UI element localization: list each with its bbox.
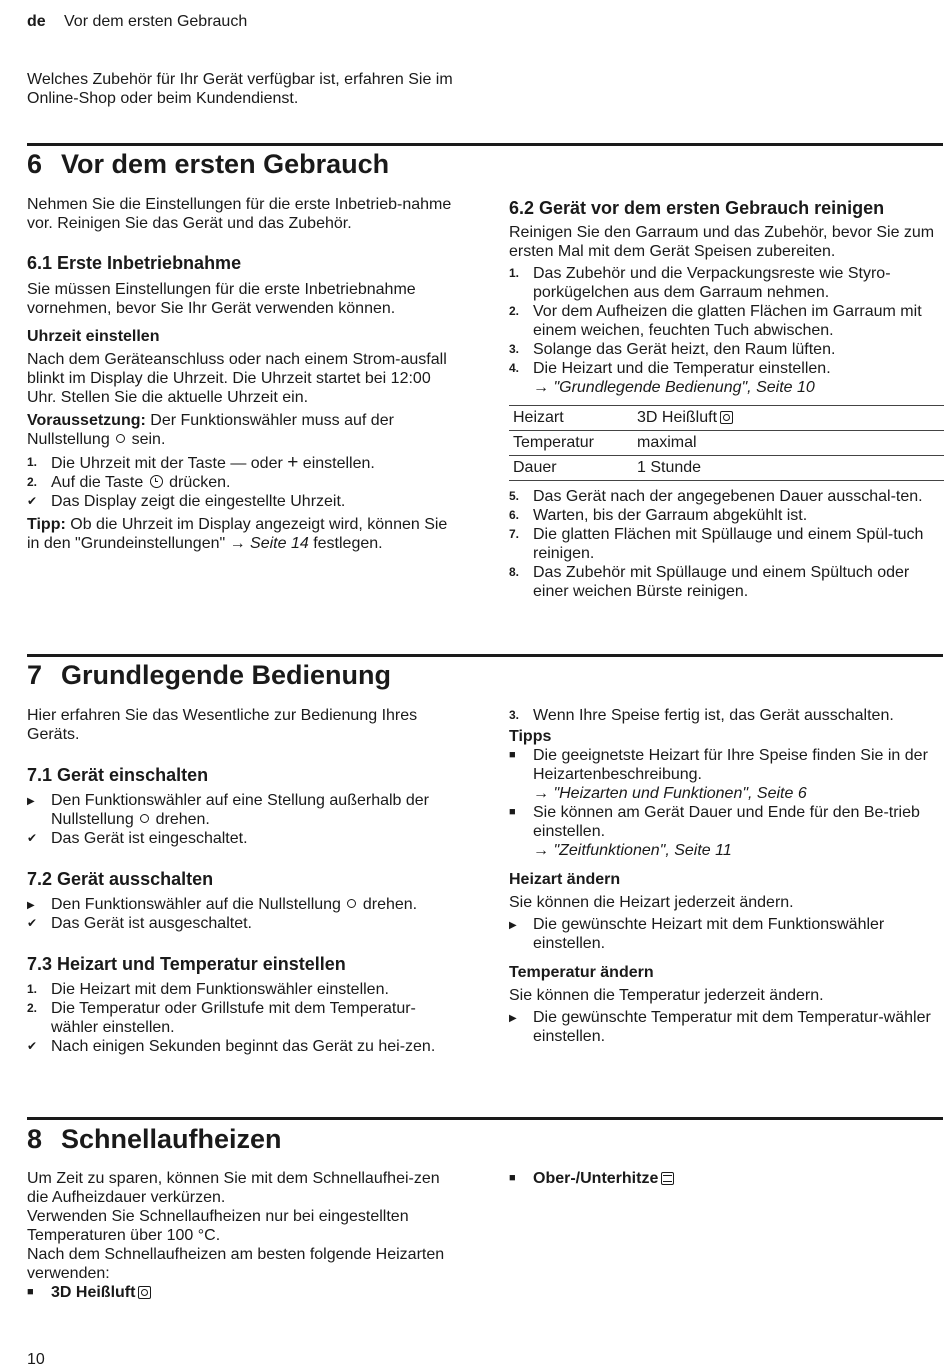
heizarten-list-continued xyxy=(509,1169,945,1188)
list-item: 2. Auf die Taste drücken. xyxy=(27,474,231,491)
intro-text: Welches Zubehör für Ihr Gerät verfügbar ist, erfahren Sie im Online-Shop oder beim Kundendienst. xyxy=(27,71,453,107)
subsection-6-1-text: Sie müssen Einstellungen für die erste Inbetriebnahme vornehmen, bevor Sie Ihr Gerät verwenden können. xyxy=(27,281,416,317)
section-rule-6 xyxy=(27,143,943,146)
zero-position-icon xyxy=(347,899,356,908)
uhrzeit-heading: Uhrzeit einstellen xyxy=(27,328,160,345)
list-item: 7. Die glatten Flächen mit Spüllauge und einem Spül-tuch reinigen. xyxy=(509,526,924,562)
section-number: 7 xyxy=(27,660,43,690)
section-6-left-column xyxy=(27,195,459,553)
subsection-6-2-title: 6.2 Gerät vor dem ersten Gebrauch reinigen xyxy=(509,198,885,218)
list-item: 1. Die Heizart mit dem Funktionswähler einstellen. xyxy=(27,981,389,998)
list-item: 2. Vor dem Aufheizen die glatten Flächen im Garraum mit einem weichen, feuchten Tuch abwischen. xyxy=(509,303,922,339)
heizart-temperatur-steps xyxy=(27,980,459,1056)
heizart-aendern-heading: Heizart ändern xyxy=(509,871,621,888)
temperatur-aendern-heading: Temperatur ändern xyxy=(509,964,654,981)
list-item: 1. Das Zubehör und die Verpackungsreste wie Styro-porkügelchen aus dem Garraum nehmen. xyxy=(509,265,891,301)
table-row: Heizart 3D Heißluft xyxy=(509,406,944,431)
minus-icon: — xyxy=(230,455,247,472)
uhrzeit-steps xyxy=(27,453,459,511)
check-icon: ✔ xyxy=(27,916,38,930)
subsection-7-1-title: 7.1 Gerät einschalten xyxy=(27,765,209,785)
section-heading: Grundlegende Bedienung xyxy=(61,660,392,690)
list-item: 3. Solange das Gerät heizt, den Raum lüften. xyxy=(509,341,836,358)
subsection-6-2-text: Reinigen Sie den Garraum und das Zubehör, bevor Sie zum ersten Mal mit dem Gerät Speisen zubereiten. xyxy=(509,224,935,260)
action-marker-icon: ▶ xyxy=(27,900,35,911)
cross-reference[interactable]: → "Zeitfunktionen", Seite 11 xyxy=(533,842,732,859)
list-item: ▶ Den Funktionswähler auf eine Stellung außerhalb der Nullstellung drehen. xyxy=(27,792,430,828)
step-3-list xyxy=(509,706,945,725)
zero-position-icon xyxy=(116,434,125,443)
section-8-right-column xyxy=(509,1169,945,1188)
list-item: 6. Warten, bis der Garraum abgekühlt ist. xyxy=(509,507,808,524)
section-number: 6 xyxy=(27,149,43,179)
section-8-title xyxy=(27,1123,282,1155)
subsection-7-3-title: 7.3 Heizart und Temperatur einstellen xyxy=(27,954,346,974)
list-item: 2. Die Temperatur oder Grillstufe mit dem Temperatur-wähler einstellen. xyxy=(27,1000,416,1036)
list-item: ▶ Den Funktionswähler auf die Nullstellung drehen. xyxy=(27,896,418,913)
section-6-title xyxy=(27,148,389,180)
ausschalten-list xyxy=(27,895,459,933)
list-item: ■ Sie können am Gerät Dauer und Ende für den Be-trieb einstellen. → "Zeitfunktionen", Seite 11 xyxy=(509,804,920,859)
section-7-lead: Hier erfahren Sie das Wesentliche zur Bedienung Ihres Geräts. xyxy=(27,707,418,743)
list-item: ✔ Nach einigen Sekunden beginnt das Gerät zu hei-zen. xyxy=(27,1038,436,1055)
list-item: ▶ Die gewünschte Temperatur mit dem Temperatur-wähler einstellen. xyxy=(509,1009,931,1045)
action-marker-icon: ▶ xyxy=(509,920,517,931)
uhrzeit-text: Nach dem Geräteanschluss oder nach einem Strom-ausfall blinkt im Display die Uhrzeit. Die Uhrzeit startet bei 12:00 Uhr. Stellen Sie die aktuelle Uhrzeit ein. xyxy=(27,351,447,406)
list-item: ✔ Das Gerät ist eingeschaltet. xyxy=(27,830,248,847)
section-heading: Vor dem ersten Gebrauch xyxy=(61,149,390,179)
plus-icon: + xyxy=(287,452,299,473)
section-rule-8 xyxy=(27,1117,943,1120)
section-7-title xyxy=(27,659,391,691)
temperatur-aendern-text: Sie können die Temperatur jederzeit ändern. xyxy=(509,987,824,1004)
language-code: de xyxy=(27,13,46,30)
tipps-heading: Tipps xyxy=(509,728,552,745)
list-item: ■ Ober-/Unterhitze xyxy=(509,1169,945,1188)
check-icon: ✔ xyxy=(27,1039,38,1053)
check-icon: ✔ xyxy=(27,831,38,845)
voraussetzung: Voraussetzung: Der Funktionswähler muss auf der Nullstellung sein. xyxy=(27,412,394,448)
list-item: 4. Die Heizart und die Temperatur einstellen. → "Grundlegende Bedienung", Seite 10 xyxy=(509,360,831,396)
running-header: Vor dem ersten Gebrauch xyxy=(64,13,248,30)
bullet-square-icon: ■ xyxy=(509,749,516,761)
zero-position-icon xyxy=(140,814,149,823)
hot-air-icon xyxy=(720,411,733,424)
heizart-aendern-text: Sie können die Heizart jederzeit ändern. xyxy=(509,894,794,911)
list-item: ▶ Die gewünschte Heizart mit dem Funktionswähler einstellen. xyxy=(509,916,885,952)
section-7-left-column xyxy=(27,706,459,1056)
hot-air-icon xyxy=(138,1286,151,1299)
list-item: 5. Das Gerät nach der angegebenen Dauer ausschal-ten. xyxy=(509,488,923,505)
list-item: 8. Das Zubehör mit Spüllauge und einem Spültuch oder einer weichen Bürste reinigen. xyxy=(509,564,910,600)
subsection-7-2-title: 7.2 Gerät ausschalten xyxy=(27,869,214,889)
cross-reference[interactable]: → Seite 14 xyxy=(229,535,309,552)
heizarten-list xyxy=(27,1283,459,1302)
action-marker-icon: ▶ xyxy=(27,796,35,807)
temperatur-aendern-list xyxy=(509,1008,945,1046)
list-item: ✔ Das Gerät ist ausgeschaltet. xyxy=(27,915,252,932)
cross-reference[interactable]: → "Heizarten und Funktionen", Seite 6 xyxy=(533,785,807,802)
check-icon: ✔ xyxy=(27,494,38,508)
cleaning-steps-continued xyxy=(509,487,945,601)
clock-icon xyxy=(150,475,163,488)
subsection-6-1-title: 6.1 Erste Inbetriebnahme xyxy=(27,253,242,273)
section-6-lead: Nehmen Sie die Einstellungen für die erste Inbetrieb-nahme vor. Reinigen Sie das Gerät und das Zubehör. xyxy=(27,196,452,232)
bullet-square-icon: ■ xyxy=(509,1172,516,1184)
cross-reference[interactable]: → "Grundlegende Bedienung", Seite 10 xyxy=(533,379,815,396)
list-item: ■ Die geeignetste Heizart für Ihre Speise finden Sie in der Heizartenbeschreibung. → "Heizarten und Funktionen", Seite 6 xyxy=(509,747,928,802)
schnellaufheizen-p3: Nach dem Schnellaufheizen am besten folgende Heizarten verwenden: xyxy=(27,1246,445,1282)
heizart-aendern-list xyxy=(509,915,945,953)
section-7-right-column xyxy=(509,706,945,1046)
schnellaufheizen-p2: Verwenden Sie Schnellaufheizen nur bei eingestellten Temperaturen über 100 °C. xyxy=(27,1208,409,1244)
page-number: 10 xyxy=(27,1351,45,1368)
settings-table xyxy=(509,405,944,481)
list-item: ✔ Das Display zeigt die eingestellte Uhrzeit. xyxy=(27,493,346,510)
section-number: 8 xyxy=(27,1124,43,1154)
section-6-right-column xyxy=(509,197,945,601)
bullet-square-icon: ■ xyxy=(27,1286,34,1298)
action-marker-icon: ▶ xyxy=(509,1013,517,1024)
section-8-left-column xyxy=(27,1169,459,1302)
schnellaufheizen-p1: Um Zeit zu sparen, können Sie mit dem Schnellaufhei-zen die Aufheizdauer verkürzen. xyxy=(27,1170,440,1206)
section-heading: Schnellaufheizen xyxy=(61,1124,282,1154)
bullet-square-icon: ■ xyxy=(509,806,516,818)
cleaning-steps xyxy=(509,264,945,397)
table-row: Dauer 1 Stunde xyxy=(509,456,944,481)
top-bottom-heat-icon xyxy=(661,1172,674,1185)
list-item: ■ 3D Heißluft xyxy=(27,1283,459,1302)
list-item: 1. Die Uhrzeit mit der Taste — oder + einstellen. xyxy=(27,452,375,473)
list-item: 3. Wenn Ihre Speise fertig ist, das Gerät ausschalten. xyxy=(509,707,894,724)
table-row: Temperatur maximal xyxy=(509,431,944,456)
section-rule-7 xyxy=(27,654,943,657)
einschalten-list xyxy=(27,791,459,848)
tipp-text: Tipp: Ob die Uhrzeit im Display angezeigt wird, können Sie in den "Grundeinstellungen" → Seite 14 festlegen. xyxy=(27,516,448,552)
tipps-list xyxy=(509,746,945,860)
